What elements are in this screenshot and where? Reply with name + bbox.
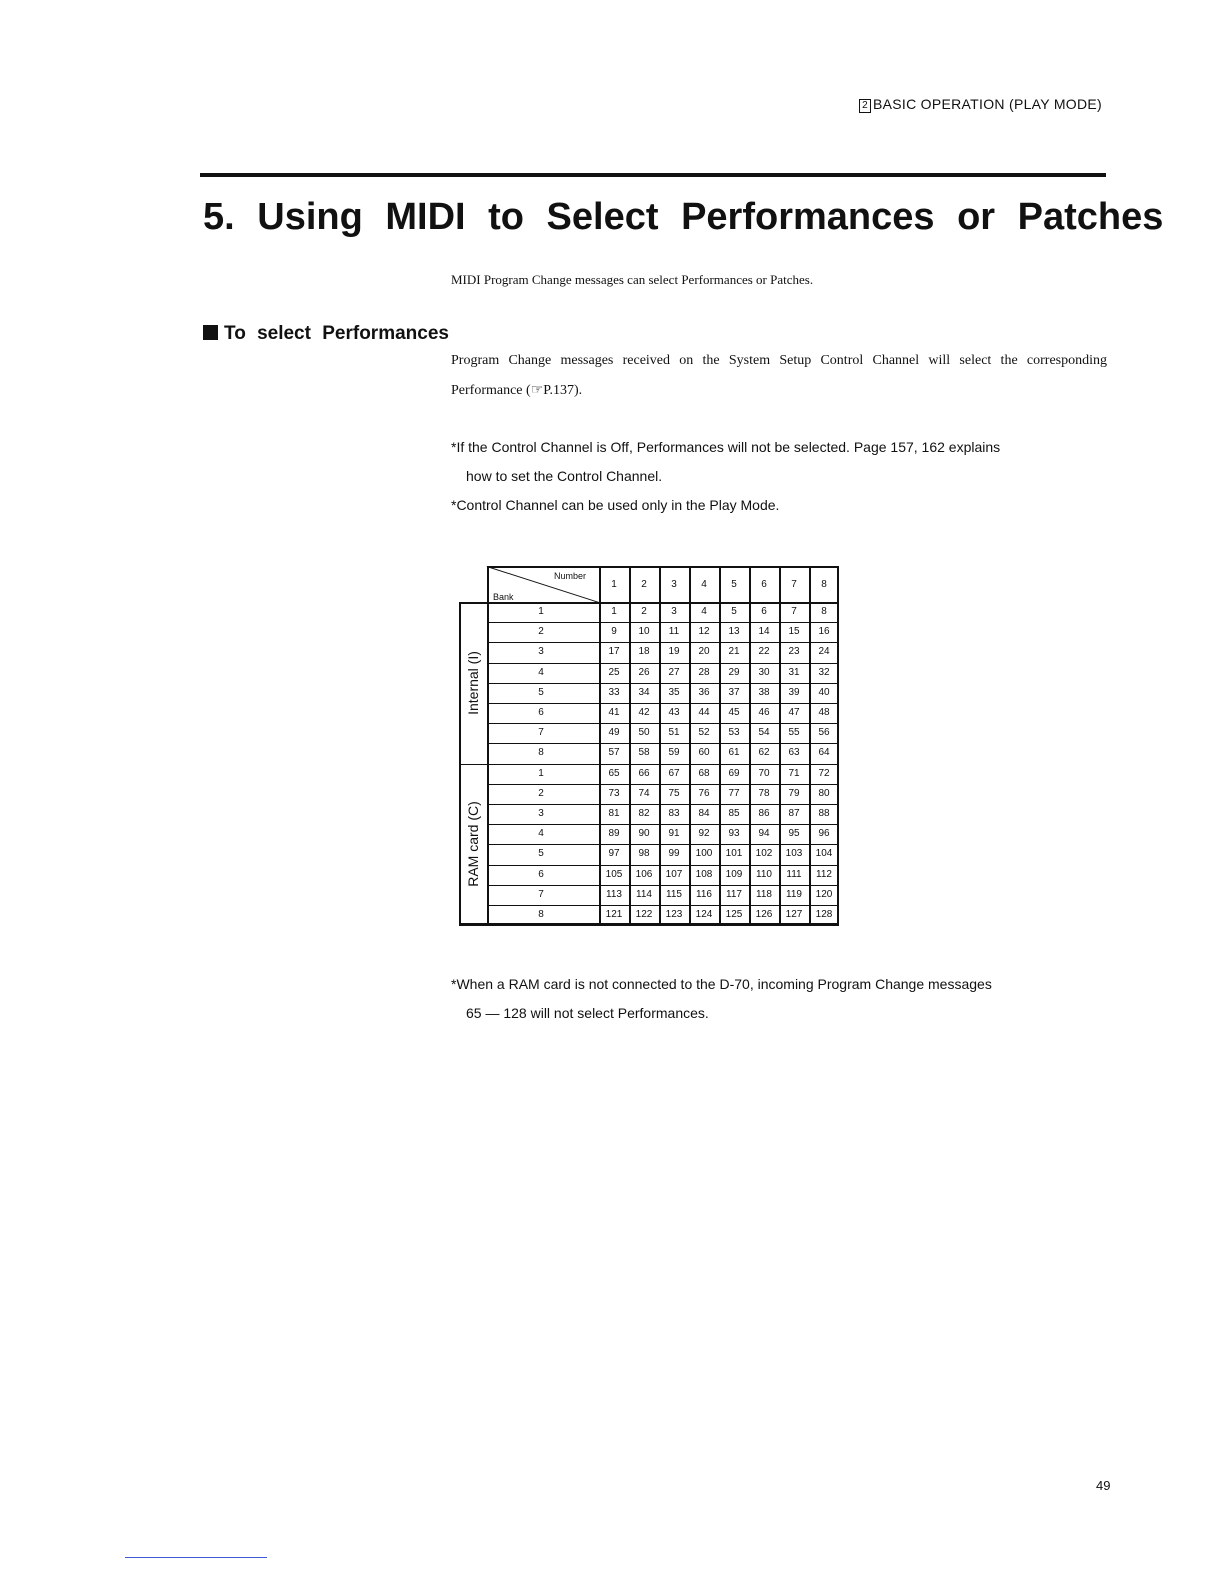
table-column-header: 6 [761, 579, 767, 590]
table-cell: 44 [698, 707, 710, 718]
table-cell: 1 [611, 606, 617, 617]
table-cell: 86 [758, 808, 770, 819]
table-cell: 52 [698, 727, 710, 739]
table-cell: 45 [728, 707, 740, 718]
table-column-header: 3 [671, 579, 677, 590]
table-cell: 115 [666, 888, 682, 900]
table-cell: 77 [728, 787, 740, 799]
table-cell: 6 [761, 606, 767, 617]
table-bank-label: 3 [538, 808, 544, 819]
table-cell: 102 [755, 848, 773, 860]
table-bank-label: 1 [538, 606, 544, 617]
table-cell: 21 [728, 646, 740, 658]
title-rule [200, 173, 1106, 177]
table-cell: 55 [788, 727, 800, 739]
table-cell: 8 [821, 606, 827, 617]
table-cell: 71 [788, 767, 800, 779]
table-bank-label: 5 [538, 848, 544, 860]
table-cell: 5 [731, 606, 737, 617]
table-cell: 113 [606, 888, 622, 900]
note-ram-card [451, 970, 1111, 1028]
table-cell: 28 [698, 666, 710, 678]
table-cell: 82 [638, 808, 650, 819]
table-cell: 64 [818, 747, 830, 759]
table-group-label: Internal (I) [465, 650, 481, 715]
table-cell: 89 [608, 828, 620, 840]
table-column-header: 2 [641, 579, 647, 590]
table-cell: 58 [638, 747, 650, 759]
body-paragraph-text: Program Change messages received on the System Setup Control Channel will select the corresponding Performance ( [451, 353, 1107, 398]
table-cell: 106 [635, 868, 653, 880]
table-cell: 12 [698, 626, 710, 638]
page-number: 49 [1096, 1478, 1111, 1493]
table-cell: 26 [638, 666, 650, 678]
table-cell: 76 [698, 787, 710, 799]
table-cell: 75 [668, 787, 680, 799]
table-cell: 110 [756, 868, 772, 880]
table-cell: 79 [788, 787, 800, 799]
table-cell: 80 [818, 787, 830, 799]
table-cell: 127 [785, 909, 803, 920]
note-line: *When a RAM card is not connected to the D-70, incoming Program Change messages [451, 976, 992, 992]
table-cell: 23 [788, 646, 800, 658]
table-cell: 46 [758, 707, 770, 718]
note-line: *If the Control Channel is Off, Performances will not be selected. Page 157, 162 explains [451, 439, 1001, 455]
table-cell: 4 [701, 606, 707, 617]
table-cell: 42 [638, 707, 650, 718]
table-bank-label: 8 [538, 747, 544, 759]
table-cell: 90 [638, 828, 650, 840]
table-cell: 11 [668, 626, 680, 638]
table-cell: 29 [728, 666, 740, 678]
note-control-channel [451, 433, 1111, 520]
table-cell: 101 [725, 848, 743, 860]
table-cell: 81 [608, 808, 620, 819]
page-title: 5. Using MIDI to Select Performances or Patches [203, 196, 1164, 238]
table-cell: 114 [636, 888, 652, 900]
table-group-label: RAM card (C) [465, 801, 481, 888]
table-cell: 111 [786, 868, 802, 880]
table-cell: 73 [608, 787, 620, 799]
table-bank-label: 4 [538, 828, 544, 840]
body-paragraph [451, 346, 1107, 406]
table-cell: 24 [818, 646, 830, 658]
table-cell: 15 [788, 626, 800, 638]
table-cell: 31 [788, 666, 800, 678]
table-cell: 41 [608, 707, 620, 718]
table-cell: 96 [818, 828, 830, 840]
table-cell: 119 [786, 888, 802, 900]
table-cell: 67 [668, 767, 680, 779]
corner-number-label: Number [554, 571, 587, 581]
table-cell: 13 [728, 626, 740, 638]
table-cell: 84 [698, 808, 710, 819]
table-cell: 36 [698, 686, 710, 698]
table-bank-label: 8 [538, 909, 544, 920]
running-header [859, 96, 1102, 113]
table-cell: 126 [755, 909, 773, 920]
section-heading [203, 323, 449, 345]
table-cell: 48 [818, 707, 830, 718]
table-cell: 9 [611, 626, 617, 638]
table-cell: 88 [818, 808, 830, 819]
table-cell: 14 [758, 626, 770, 638]
table-cell: 60 [698, 747, 710, 759]
table-cell: 72 [818, 767, 830, 779]
table-bank-label: 7 [538, 888, 544, 900]
table-cell: 112 [816, 868, 832, 880]
table-column-header: 5 [731, 579, 737, 590]
table-cell: 121 [605, 909, 623, 920]
table-cell: 17 [608, 646, 620, 658]
table-cell: 7 [791, 606, 797, 617]
table-cell: 3 [671, 606, 677, 617]
table-cell: 100 [695, 848, 713, 860]
table-cell: 20 [698, 646, 710, 658]
table-cell: 27 [668, 666, 680, 678]
table-cell: 18 [638, 646, 650, 658]
table-cell: 120 [815, 888, 833, 900]
table-bank-label: 5 [538, 686, 544, 698]
table-cell: 43 [668, 707, 680, 718]
table-cell: 103 [785, 848, 803, 860]
table-cell: 54 [758, 727, 770, 739]
table-bank-label: 7 [538, 727, 544, 739]
pointing-hand-icon: ☞ [530, 383, 544, 398]
table-cell: 83 [668, 808, 680, 819]
table-cell: 118 [756, 888, 772, 900]
table-bank-label: 6 [538, 707, 544, 718]
table-cell: 47 [788, 707, 800, 718]
note-line: *Control Channel can be used only in the Play Mode. [451, 497, 780, 513]
table-cell: 74 [638, 787, 650, 799]
table-column-header: 1 [611, 579, 617, 590]
table-cell: 39 [788, 686, 800, 698]
table-cell: 95 [788, 828, 800, 840]
table-cell: 32 [818, 666, 830, 678]
table-cell: 68 [698, 767, 710, 779]
table-cell: 104 [815, 848, 833, 860]
note-line: 65 — 128 will not select Performances. [466, 1005, 709, 1021]
table-cell: 98 [638, 848, 650, 860]
footer-line [125, 1557, 267, 1558]
table-cell: 122 [635, 909, 653, 920]
table-bank-label: 2 [538, 787, 544, 799]
note-line: how to set the Control Channel. [466, 468, 663, 484]
chapter-number-badge: 2 [859, 99, 871, 113]
table-cell: 123 [665, 909, 683, 920]
table-cell: 105 [605, 868, 623, 880]
table-cell: 99 [668, 848, 680, 860]
table-cell: 109 [725, 868, 743, 880]
table-cell: 38 [758, 686, 770, 698]
table-cell: 35 [668, 686, 680, 698]
table-cell: 85 [728, 808, 740, 819]
table-cell: 124 [695, 909, 713, 920]
table-cell: 107 [665, 868, 683, 880]
running-header-text: BASIC OPERATION (PLAY MODE) [872, 96, 1102, 112]
table-cell: 19 [668, 646, 680, 658]
table-cell: 97 [608, 848, 620, 860]
table-cell: 62 [758, 747, 770, 759]
table-cell: 128 [815, 909, 833, 920]
table-cell: 37 [728, 686, 740, 698]
table-cell: 87 [788, 808, 800, 819]
table-cell: 40 [818, 686, 830, 698]
table-cell: 91 [668, 828, 680, 840]
table-bank-label: 4 [538, 666, 544, 678]
table-cell: 49 [608, 727, 620, 739]
table-column-header: 4 [701, 579, 707, 590]
table-bank-label: 6 [538, 868, 544, 880]
table-cell: 33 [608, 686, 620, 698]
table-cell: 53 [728, 727, 740, 739]
table-bank-label: 1 [538, 767, 544, 779]
table-cell: 2 [641, 606, 647, 617]
table-cell: 93 [728, 828, 740, 840]
table-cell: 78 [758, 787, 770, 799]
table-cell: 92 [698, 828, 710, 840]
table-cell: 63 [788, 747, 800, 759]
table-cell: 116 [696, 888, 712, 900]
table-cell: 50 [638, 727, 650, 739]
table-cell: 51 [668, 727, 680, 739]
table-cell: 25 [608, 666, 620, 678]
table-cell: 61 [728, 747, 740, 759]
table-cell: 69 [728, 767, 740, 779]
table-cell: 125 [725, 909, 743, 920]
corner-bank-label: Bank [493, 592, 514, 602]
table-cell: 34 [638, 686, 650, 698]
table-cell: 10 [638, 626, 650, 638]
square-bullet-icon [203, 325, 218, 340]
table-cell: 59 [668, 747, 680, 759]
table-cell: 108 [695, 868, 713, 880]
table-cell: 16 [818, 626, 830, 638]
table-cell: 66 [638, 767, 650, 779]
table-column-header: 7 [791, 579, 797, 590]
table-bank-label: 3 [538, 646, 544, 658]
table-column-header: 8 [821, 579, 827, 590]
page-reference: P.137). [543, 383, 583, 398]
table-cell: 22 [758, 646, 770, 658]
program-change-table [459, 566, 841, 929]
table-border-top [487, 566, 839, 568]
table-border-left-header [487, 566, 489, 602]
intro-text: MIDI Program Change messages can select Performances or Patches. [451, 272, 814, 287]
table-cell: 56 [818, 727, 830, 739]
table-cell: 30 [758, 666, 770, 678]
section-heading-text: To select Performances [224, 323, 449, 344]
table-row-line [459, 925, 839, 926]
table-cell: 70 [758, 767, 770, 779]
table-bank-label: 2 [538, 626, 544, 638]
table-cell: 57 [608, 747, 620, 759]
table-cell: 117 [726, 888, 742, 900]
table-cell: 65 [608, 767, 620, 779]
table-cell: 94 [758, 828, 770, 840]
